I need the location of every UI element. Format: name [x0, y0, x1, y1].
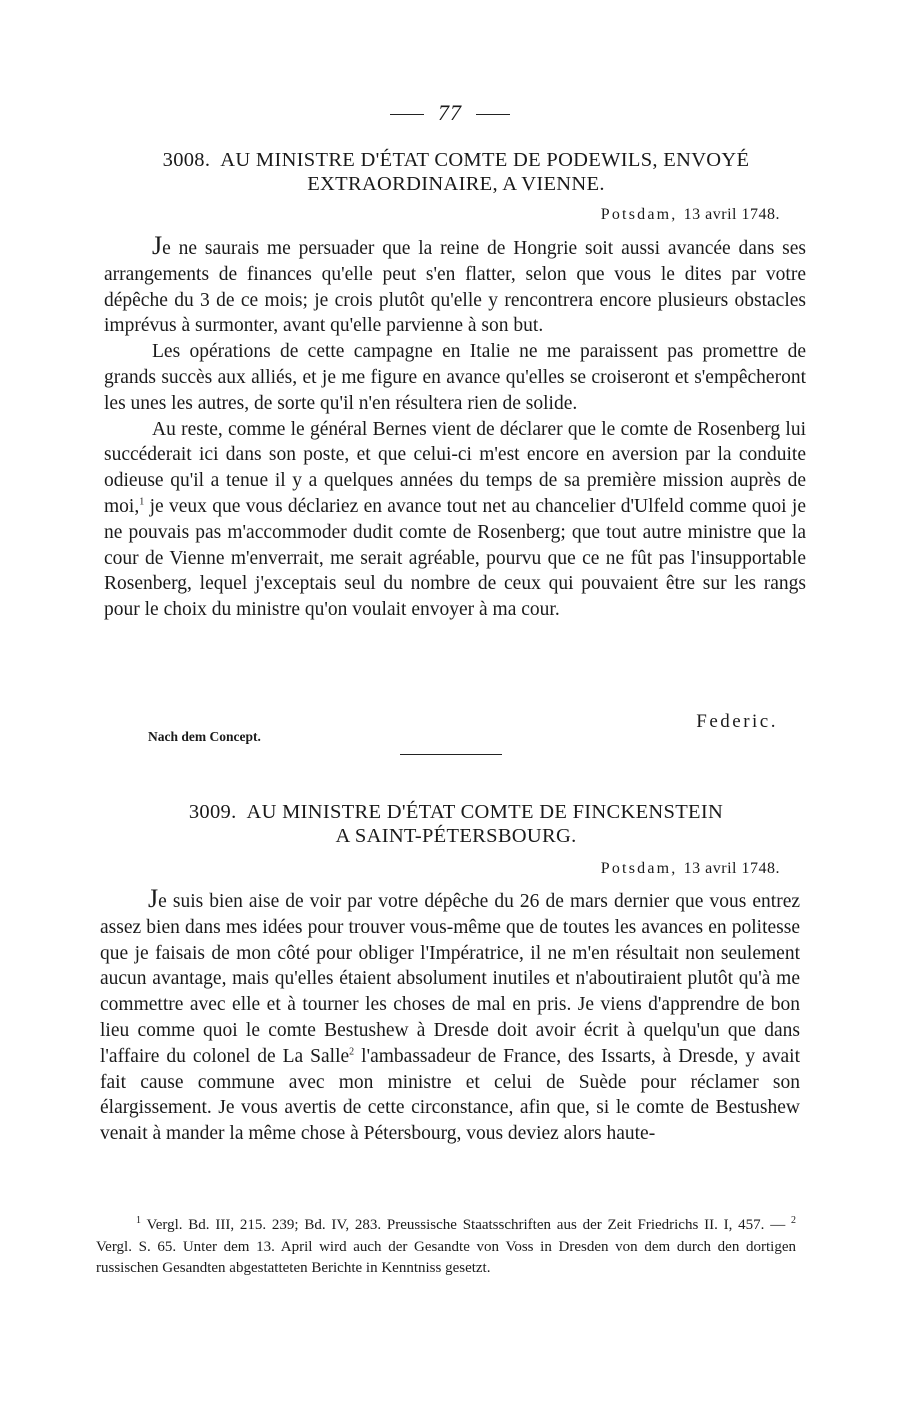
letter1-heading: [100, 148, 812, 196]
letter2-number: 3009.: [188, 801, 237, 823]
footnote-1-mark: 1: [136, 1215, 141, 1226]
letter1-heading-line1: [100, 148, 812, 172]
letter2-place: Potsdam,: [600, 860, 678, 877]
letter2-paragraph-1a: Je suis bien aise de voir par votre dépêche du 26 de mars dernier que vous entrez assez bien dans mes idées pour trouver vous-même que de toutes les avances en politesse que je faisais de mon côté pour obliger l'Impératrice, il ne m'en résultait non seulement aucun avantage, mais qu'elles étaient absolument inutiles et n'aboutiraient plutôt qu'à me commettre avec elle et à tourner les choses de mal en pris. Je viens d'apprendre de bon lieu comme quoi le comte Bestushew à Dresde doit avoir écrit à quelqu'un que dans l'affaire du colonel de La Salle: [100, 884, 800, 1067]
page-number-text: 77: [438, 100, 462, 125]
footnote-2-mark: 2: [791, 1215, 797, 1226]
footnote-ref-1: 1: [139, 496, 145, 508]
letter1-paragraph-1: Je ne saurais me persuader que la reine de Hongrie soit aussi avancée dans ses arrangements de finances qu'elle peut s'en flatter, selon que vous le dites par votre dépêche du 3 de ce mois; je crois plutôt qu'elle y rencontrera encore plusieurs obstacles imprévus à surmonter, avant qu'elle parvienne à son but.: [104, 231, 806, 337]
letter2-dateline: [601, 860, 780, 878]
letter2-paragraph-1b: l'ambassadeur de France, des Issarts, à Dresde, y avait fait cause commune avec mon ministre et celui de Suède pour réclamer son élargissement. Je vous avertis de cette circonstance, afin que, si le comte de Bestushew venait à mander la même chose à Pétersbourg, vous deviez alors haute-: [100, 1045, 801, 1145]
letter2-paragraph-1: [100, 886, 800, 1147]
footnotes: [96, 1215, 796, 1280]
letter1-heading-line2: EXTRAORDINAIRE, A VIENNE.: [307, 173, 605, 195]
page-number-dash-left: [390, 114, 424, 115]
footnote-2-text: Vergl. S. 65. Unter dem 13. April wird auch der Gesandte von Voss in Dresden von dem durch den dortigen russischen Gesandten abgestatteten Berichte in Kenntniss gesetzt.: [96, 1238, 796, 1276]
footnote-ref-2: 2: [349, 1046, 355, 1058]
footnote-block: [96, 1215, 796, 1280]
section-divider: [400, 754, 502, 755]
letter2-body: [100, 886, 800, 1147]
letter1-source-note: Nach dem Concept.: [148, 729, 261, 744]
letter1-date: 13 avril 1748.: [683, 206, 780, 223]
letter1-number: 3008.: [162, 149, 211, 171]
letter2-heading-line1: [100, 800, 812, 824]
letter1-place: Potsdam,: [600, 206, 678, 223]
letter1-body: [104, 233, 806, 623]
letter1-paragraph-2: Les opérations de cette campagne en Italie ne me paraissent pas promettre de grands succès aux alliés, et je me figure en avance qu'elles se croiseront et s'empêcheront les unes les autres, de sorte qu'il n'en résultera rien de solide.: [104, 341, 806, 414]
letter1-paragraph-3a: Au reste, comme le général Bernes vient de déclarer que le comte de Rosenberg lui succéderait ici dans son poste, et que celui-ci m'est encore en aversion par la conduite odieuse qu'il a tenue il y a quelques années du temps de sa première mission auprès de moi,: [104, 418, 806, 517]
page-number: [0, 100, 900, 126]
footnote-1-text: Vergl. Bd. III, 215. 239; Bd. IV, 283. Preussische Staatsschriften aus der Zeit Friedrichs II. I, 457. —: [146, 1217, 786, 1233]
letter2-heading-text: AU MINISTRE D'ÉTAT COMTE DE FINCKENSTEIN: [246, 801, 724, 823]
letter1-paragraph-3: [104, 417, 806, 623]
letter1-heading-text: AU MINISTRE D'ÉTAT COMTE DE PODEWILS, ENVOYÉ: [220, 149, 750, 171]
page-number-dash-right: [476, 114, 510, 115]
letter1-dateline: [601, 206, 780, 224]
letter2-heading-line2: A SAINT-PÉTERSBOURG.: [335, 825, 577, 847]
letter1-paragraph-3b: je veux que vous déclariez en avance tout net au chancelier d'Ulfeld comme quoi je ne pouvais pas m'accommoder dudit comte de Rosenberg; que tout autre ministre que la cour de Vienne m'enverrait, me serait agréable, pourvu que ce ne fût pas l'insupportable Rosenberg, lequel j'exceptais seul du nombre de ceux qui pouvaient être sur les rangs pour le choix du ministre qu'on voulait envoyer à ma cour.: [104, 495, 807, 621]
letter2-heading: [100, 800, 812, 848]
letter2-date: 13 avril 1748.: [683, 860, 780, 877]
letter1-signature: Federic.: [696, 711, 778, 732]
